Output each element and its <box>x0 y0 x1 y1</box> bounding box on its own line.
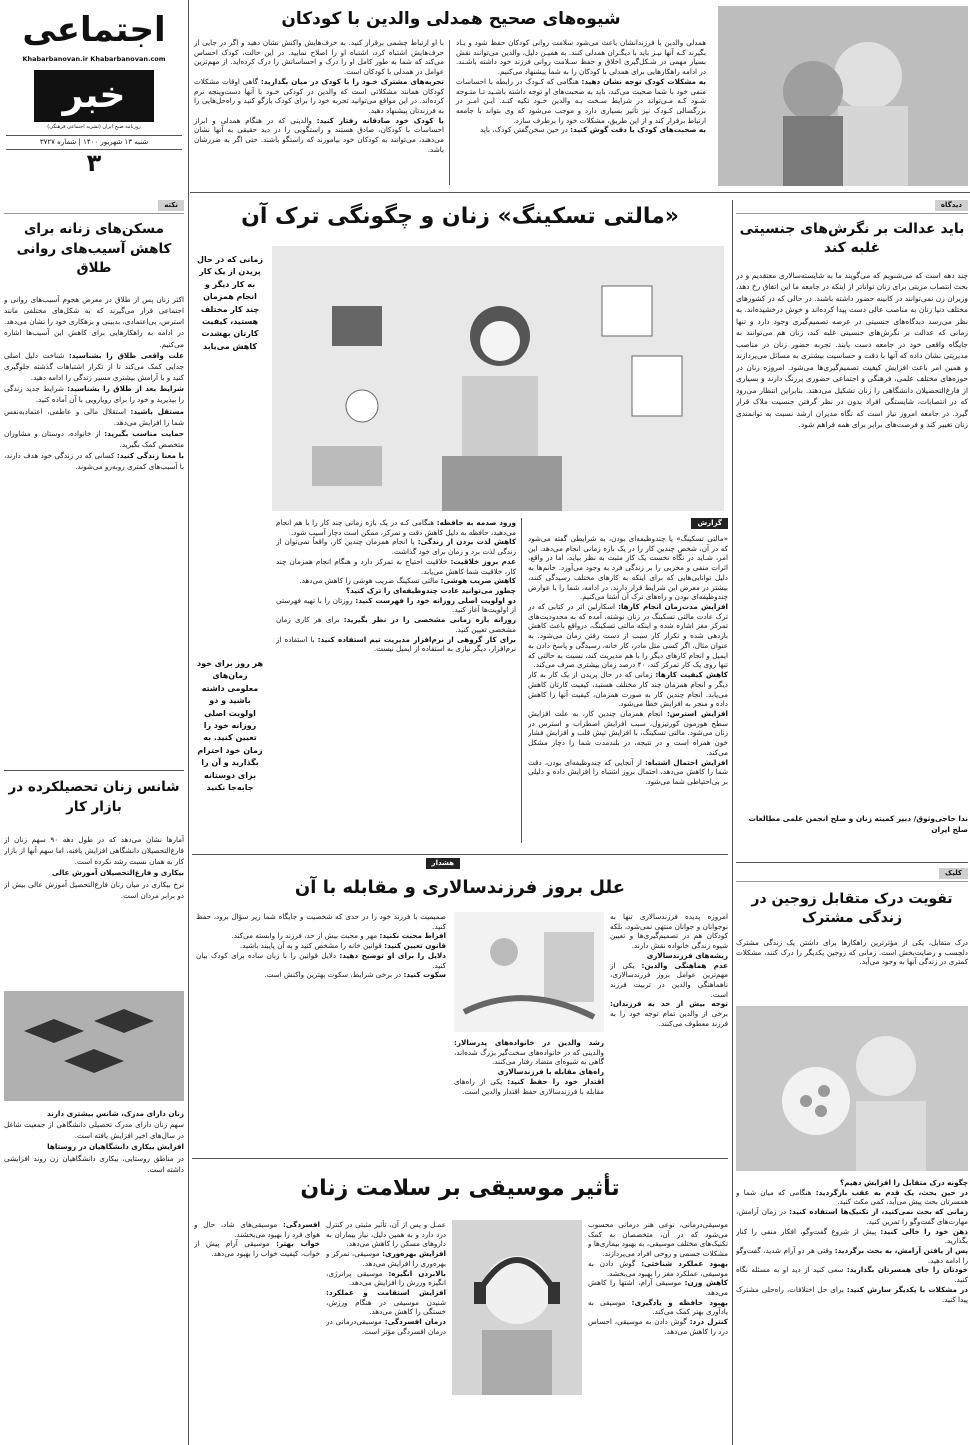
note-title: مسکن‌های زنانه برای کاهش آسیب‌های روانی طلاق <box>16 221 172 277</box>
parenting-article <box>192 856 728 1154</box>
couple-intro: درک متقابل، یکی از مؤثرترین راهکارها برای داشتن یک زندگی مشترک دلچسب و رضایت‌بخش است. زمانی که زوجین یکدیگر را درک کنند، مشکلات کمتری در زندگی آنها به وجود می‌آید. <box>736 938 968 967</box>
subhead: راه‌های مقابله با فرزندسالاری <box>497 1067 604 1077</box>
subhead: افسردگی: <box>283 1220 320 1229</box>
child-on-rug-illustration <box>454 912 604 1032</box>
subhead: اقتدار خود را حفظ کنید: <box>507 1076 604 1086</box>
subhead: برای کار گروهی از نرم‌افزار مدیریت تیم استفاده کنید: <box>317 634 516 644</box>
subhead: دو اولویت اصلی روزانه خود را فهرست کنید: <box>355 595 516 605</box>
subhead: تجربه‌های مشترک خـود را با کودک در میان بگذارید: <box>260 76 444 86</box>
main-article-title: «مالتی تسکینگ» زنان و چگونگی ترک آن <box>241 204 679 229</box>
subhead: افزایش احتمال اشتباه: <box>644 757 728 767</box>
work-title: شانس زنان تحصیلکرده در بازار کار <box>8 779 180 815</box>
music-article <box>192 1162 728 1442</box>
subhead: رشد والدین در خانواده‌های پدرسالار: <box>454 1038 604 1047</box>
left-work-section <box>4 776 184 1441</box>
subhead: سکوت کنید: <box>403 970 446 980</box>
subhead: زمانی که بحث نمی‌کنید، از تکنیک‌ها استفاده کنید: <box>789 1207 968 1217</box>
subhead: با معنا زندگی کنید: <box>116 451 184 461</box>
subhead: افزایش بهره‌وری: <box>382 1249 446 1259</box>
subhead: ریشه‌های فرزندسالاری <box>646 950 728 960</box>
top-article <box>192 4 968 190</box>
opinion-author: ندا حاجی‌وثوق/ دبیر کمیته زنان و صلح انجمن علمی مطالعات صلح ایران <box>748 814 968 835</box>
top-article-photo <box>718 6 968 186</box>
subhead: به صحبت‌های کودک با دقت گوش کنید: <box>570 125 706 135</box>
pullquote-2: هر روز برای خود زمان‌های معلومی داشته باشید و دو اولویت اصلی روزانه خود را تعیین کنید. به زمان خود احترام بگذارید و آن را برای دوستانه جابه‌جا نکنید <box>196 659 263 792</box>
main-col1: «مالتی تسکینگ» یا چندوظیفه‌ای بودن، به شرایطی گفته می‌شود که در آن، شخص چندین کار را در یک بازه زمانی انجام می‌دهد. این امر، شـاید در نگاه نخست یک کار مثبت به نظر بیاید، اما در واقع، اثرات منفی و مخربی را بر زندگی فرد به وجود می‌آورد. خانم‌ها به دلیل توانایی‌هایی که برای اینکه به کارهای مختلف رسیدگی کنند، بیشتر در معرض این شرایط قرار دارند. در ادامه، شما را با عوارض چندوظیفه‌ای بودن و راه‌های ترک آن آشنا می‌کنیم. افزایش مدت‌زمان انجام کارها: اسکارلین اتر در کتابی که در ترک عادت مالتی تسکینگ در زنان نوشته‌، آمده که به محدودیت‌های تمرکز مغز اشاره شده و اینکه مالتی تسکینگ، درواقع باعث کاهش بازدهی شده و تکرار کار سبب از دست رفتن زمان می‌شود. به عنوان مثال، اگر کسی مثل مادر، کار خانه، رسیدگی و پاسخ دادن به ایمیل و انجام کارهای دیگر را با هم مدیریت کند، نسبت به حالتی که تنها روی یک کار تمرکز کند، ۴۰ درصد زمان بیشتری صرف می‌کند. کاهش کیفیت کارها: زمانی که در حال پریدن از یک کار به کار دیگر و انجام همزمان چند کار مختلف هستید، کیفیت کارتان کاهش می‌یابد. انجام چندین کار به صورت همزمان، کیفیت آنها را کاهش داده و منجر به افزایش خطا می‌شود. افزایش استرس: انجام همزمان چندین کار، به علت افزایش سطح هورمون کورتیزول، سبب افزایش اضطراب و استرس در زنان می‌شود. مالتی تسکینگ، با افزایش تپش قلب و افزایش فشار خون همراه است و در نتیجه، در بلندمدت شما را دچار مشکل می‌کند. افزایش احتمال اشتباه: از آنجایی که چندوظیفه‌ای بودن، دقت شما را کاهش می‌دهد، احتمال بروز اشتباه را افزایش داده و دلیلی بر بی‌احتیاطی شما می‌شود. <box>528 534 728 786</box>
subhead: ذهن خود را خالی کنید: <box>880 1226 968 1236</box>
woman-headphones-illustration <box>452 1220 582 1395</box>
top-article-col2: با او ارتباط چشمی برقرار کنید. به حرف‌هایش واکنش نشان دهید و اگر در جایی از حرف‌هایش اشتباه کرد، اشتباه او را اصلاح نمایید. در این حالت، کودک احساس می‌کند که شما به طور کامل او را درک و احساساتش را درک کرده‌اید. از مهم‌ترین عوامل در همدلی با کودکان است. تجربه‌های مشترک خـود را با کودک در میان بگذارید: گاهی اوقات مشکلات کودکان همانند مشکلاتی است که والدین در کودکی خـود با آنها دست‌وپنجه نرم کرده‌اند. در این مواقع می‌توانید تجربه خود را برای کودک بازگو کنید و راه‌حل‌هایی را به فرزندتان پیشنهاد دهید. با کودک خود صادقانه رفتار کنید: والدینی که در هنگام همدلی و ابراز احساسات با کودکان، صادق هستند و راستگویی را در دید حقیقی به آنها نشان می‌دهند، می‌توانند به کودکان خود بیاموزند که راستگو باشند. حتی اگر به ضررشان باشد. <box>194 38 444 154</box>
parenting-col1: امروزه پدیده فرزندسالاری تنها به نوجوانان و جوانان منتهی نمی‌شود، بلکه کودکان هم در تصمیم‌گیری‌ها و تعیین شیوه زندگی خانواده نقش دارند. ریشه‌های فرزندسالاری عدم هماهنگی والدین: یکی از مهم‌ترین عوامل بروز فرزندسالاری، ناهماهنگی والدین در تربیت فرزند است. توجه بیش از حد به فرزندان: برخی از والدین تمام توجه خود را به فرزند معطوف می‌کنند. <box>610 912 728 1028</box>
subhead: بهبود عملکرد شناختی: <box>641 1258 728 1268</box>
subhead: پس از یافتن آرامش، به بحث برگردید: <box>834 1246 968 1256</box>
masthead-sites: Khabarbanovan.ir Khabarbanovan.com <box>22 55 166 64</box>
note-tag: نکته <box>158 200 184 211</box>
opinion-body: چند دهه است که می‌شنویم که می‌گویند ما به شایسته‌سالاری معتقدیم و در بحث انتصاب مزیتی برای زنان تواناتر از اینکه در جامعه ما این اتفاق رخ دهد، وزیران زن نمی‌توانند در کابینه حضور داشته باشند. در حالی که در کشورهای مختلف دنیا زنان به مناصب عالی دست پیدا کرده‌اند و خوش درخشیده‌اند. به نظر می‌رسد دیدگاه‌های جنسیتی در عرصه تصمیم‌گیری وجود دارد و تنها زمانی که عدالت بر نگرش‌های جنسیتی غلبه کند، زنان هم می‌توانند به جایگاه واقعی خود در جامعه دست یابند. تجربه حضور زنان در مناصب مدیریتی نشان داده که آنها با دقت و حساسیت بیشتری به مسائل می‌پردازند و همین امر باعث افزایش کیفیت تصمیم‌گیری‌ها می‌شود. امروزه زنان در حوزه‌های مختلف علمی، فرهنگی و اجتماعی حضوری پررنگ دارند و بسیاری از فارغ‌التحصیلان دانشگاهی را زنان تشکیل می‌دهند. بنابراین انتظار می‌رود که در انتصابات، شایستگی افراد بدون در نظر گرفتن جنسیت ملاک قرار گیرد. در جامعه امروز نیاز است که نگاه مدیران ارشد نسبت به توانمندی زنان تغییر کند و فرصت‌های برابر برای همه فراهم شود. <box>736 271 968 430</box>
masthead-subtitle: روزنامه صبح ایران (نشریه اجتماعی فرهنگی) <box>47 124 141 131</box>
subhead: کاهش کیفیت کارها: <box>655 670 728 680</box>
music-col2: عمـل و پس از آن، تأثیر مثبتی در کنترل درد دارد و به همین دلیل، نیاز بیماران به داروهای مسکن را کاهش می‌دهد. افزایش بهره‌وری: موسیقی، تمرکز و بهره‌وری را افزایش می‌دهد. بالابردن انگیزه: موسیقی پرانرژی، انگیزه ورزش را افزایش می‌دهد. افزایش استقامت و عملکرد: شنیدن موسیقی در هنگام ورزش، خستگی را کاهش می‌دهد. درمان افسردگی: موسیقی‌درمانی در درمان افسردگی مؤثر است. <box>326 1220 446 1336</box>
subhead: خواب بهتر: <box>276 1239 320 1249</box>
subhead: افزایش استقامت و عملکرد: <box>326 1288 446 1298</box>
couple-photo <box>736 1006 968 1171</box>
opinion-title: باید عدالت بر نگرش‌های جنسیتی غلبه کند <box>739 221 965 256</box>
top-article-title: شیوه‌های صحیح همدلی والدین با کودکان <box>281 9 621 29</box>
subhead: کاهش ضریب هوشی: <box>440 576 516 586</box>
graduation-caps-illustration <box>4 991 184 1101</box>
subhead: افراط محبت نکنید: <box>379 931 446 941</box>
couple-section <box>736 866 968 1441</box>
subhead: در حین بحث، یک قدم به عقب بازگردید: <box>815 1187 968 1197</box>
subhead: بهبود حافظه و یادگیری: <box>631 1297 728 1307</box>
pullquote-1: زمانی که در حال پریدن از یک کار به کار دیگر و انجام همزمان چند کار مختلف هستید، کیفیت کارتان بهشدت کاهش می‌یابد <box>197 255 263 351</box>
multitasking-illustration <box>272 246 724 511</box>
parenting-col2: صمیمیت با فرزند خود را در حدی که شخصیت و جایگاه شما زیر سؤال برود، حفظ کنید. افراط محبت نکنید: مهر و محبت بیش از حد، فرزند را وابسته می‌کند. قانون تعیین کنید: قوانین خانه را مشخص کنید و به آن پایبند باشید. دلایل را برای او توضیح دهید: دلایل قوانین را با زبان ساده برای کودک بیان کنید. سکوت کنید: در برخی شرایط، سکوت بهترین واکنش است. <box>196 912 446 980</box>
subhead: عدم هماهنگی والدین: <box>641 960 728 970</box>
couple-title: تقویت درک متقابل زوجین در زندگی مشترک <box>751 891 953 926</box>
subhead: زنان دارای مدرک، شانس بیشتری دارند <box>46 1109 184 1118</box>
masthead-brand-logo <box>34 70 154 122</box>
report-tag: گزارش <box>691 518 728 529</box>
subhead: چطور می‌توانید عادت چندوظیفه‌ای را ترک کنید؟ <box>345 586 516 596</box>
subhead: مستقل باشید: <box>130 406 184 416</box>
left-note-section <box>4 198 184 758</box>
note-body: اکثر زنان پس از طلاق در معرض هجوم آسیب‌های روانی و اجتماعی قرار می‌گیرند که به شکل‌های مختلفی مانند استرس، بی‌اعتمادی، بدبینی و بزهکاری خود را نشان می‌دهد. در ادامه به راهکارهایی برای کاهش این آسیب‌ها اشاره می‌کنیم. علت واقعی طلاق را بشناسید: شناخت دلیل اصلی جدایی کمک می‌کند تا از تکرار اشتباهات گذشته جلوگیری کنید و با آرامش بیشتری مسیر زندگی را ادامه دهید. شرایط بعد از طلاق را بشناسید: شرایط جدید زندگی را بپذیرید و خود را برای رویارویی با آن آماده کنید. مستقل باشید: استقلال مالی و عاطفی، اعتمادبه‌نفس شما را افزایش می‌دهد. حمایت مناسب بگیرید: از خانواده، دوستان و مشاوران متخصص کمک بگیرید. با معنا زندگی کنید: کسانی که در زندگی خود هدف دارند، با آسیب‌های کمتری روبه‌رو می‌شوند. <box>4 295 184 472</box>
warning-tag: هشدار <box>426 858 460 869</box>
music-title: تأثیر موسیقی بر سلامت زنان <box>300 1176 620 1201</box>
mother-child-illustration <box>718 6 968 186</box>
subhead: قانون تعیین کنید: <box>384 941 446 951</box>
couple-tag: کلیک <box>939 868 968 879</box>
parenting-title: علل بروز فرزندسالاری و مقابله با آن <box>294 877 626 898</box>
subhead: کاهش لذت بردن از زندگی: <box>417 537 516 547</box>
subhead: افزایش بیکاری دانشگاهیان در روستاها <box>47 1142 184 1152</box>
subhead: افزایش استرس: <box>666 708 728 718</box>
music-photo <box>452 1220 582 1395</box>
music-col3: افسردگی: موسیقی‌های شاد، حال و هوای فرد را بهبود می‌بخشند. خواب بهتر: موسیقی آرام پیش از خواب، کیفیت خواب را بهبود می‌دهد. <box>194 1220 320 1259</box>
work-body: آمارها نشان می‌دهد که در طول دهه ۹۰ سهم زنان از فارغ‌التحصیلان دانشگاهی افزایش یافته، اما سهم آنها از بازار کار به همان نسبت رشد نکرده است. بیکاری و فارغ‌التحصیلان آموزش عالی نرخ بیکاری در میان زنان فارغ‌التحصیل آموزش عالی بیش از دو برابر مردان است. <box>4 835 184 900</box>
couple-body: چگونه درک متقابل را افزایش دهیم؟ در حین بحث، یک قدم به عقب بازگردید: هنگامی که میان شما و همسرتان بحث پیش می‌آید، کمی مکث کنید. زمانی که بحث نمی‌کنید، از تکنیک‌ها استفاده کنید: در زمان آرامش، مهارت‌های گفت‌وگو را تمرین کنید. ذهن خود را خالی کنید: پیش از شروع گفت‌وگو، افکار منفی را کنار بگذارید. پس از یافتن آرامش، به بحث برگردید: وقتی هر دو آرام شدید، گفت‌وگو را ادامه دهید. خودتان را جای همسرتان بگذارید: سعی کنید از دید او به مسئله نگاه کنید. در مشکلات با یکدیگر سازش کنید: برای حل اختلافات، راه‌حلی مشترک پیدا کنید. <box>736 1178 968 1304</box>
subhead: کاهش وزن: <box>684 1278 728 1288</box>
section-title: اجتماعی <box>22 10 166 50</box>
subhead: دلایل را برای او توضیح دهید: <box>339 950 446 960</box>
main-col2: ورود صدمه به حافظه: هنگامی کـه در یک بازه زمانی چند کار را با هم انجام می‌دهید، حافظه به دلیل کاهش دقت و تمرکز، ممکن است دچار آسیب شود. کاهش لذت بردن از زندگی: با انجام همزمان چندین کار، واقعاً نمی‌توان از زندگی لذت برد و زمان برای خود گذاشت. عدم بروز خلاقیت: خلاقیت احتیاج به تمرکز دارد و هنگام انجام همزمان چند کار، خلاقیت شما کاهش می‌یابد. کاهش ضریب هوشی: مالتی تسکینگ ضریب هوشی را کاهش می‌دهد. چطور می‌توانید عادت چندوظیفه‌ای را ترک کنید؟ دو اولویت اصلی روزانه خود را فهرست کنید: روزتان را با تهیه فهرستی از اولویت‌ها آغاز کنید. روزانه بازه زمانی مشخصی را در نظر بگیرید: برای هر کاری زمان مشخصی تعیین کنید. برای کار گروهی از نرم‌افزار مدیریت تیم استفاده کنید: با استفاده از نرم‌افزار، دیگر نیازی به استفاده از ایمیل نیست. <box>276 518 516 654</box>
subhead: چگونه درک متقابل را افزایش دهیم؟ <box>840 1178 968 1187</box>
multitasking-woman-svg <box>272 246 724 511</box>
page-number: ۳ <box>86 149 102 176</box>
subhead: کنترل درد: <box>689 1317 728 1327</box>
top-article-col1: همدلی والدین با فرزندانشان باعث می‌شود سلامت روانی کودکان حفظ شود و یـاد بگیرند کـه آنها نیـز باید با دیگـران همدلی کنند. به همیـن دلیل، والدین می‌توانند نقش بسیار مهمی در شـکل‌گیری اخلاق و حفظ سـلامت روانی فرزند خود داشته باشـند. در ادامه راهکارهایی برای همدلی با کودکان را به شما پیشنهاد می‌کنیم. به مشکلات کودک توجه نشان دهید: هنگامی که کـودک در رابطه با احساسات منفی خود با شما صحبت می‌کند، باید به صحبت‌های او توجه داشته باشـید تـا متـوجه شـود کـه مـی‌تواند در شرایط سـخت بـه والدین خـود تکیه کنـد. ایـن امـر در بزرگسالی کـودک نیز تأثیر بسیاری دارد و موجب می‌شود که وی بتواند با جامعه ارتباط برقرار کند و از این طریق، مشکلات خود را برطرف سازد. به صحبت‌های کودک با دقت گوش کنید: در حین سخن‌گفتن کودک، باید <box>456 38 706 135</box>
subhead: توجه بیش از حد به فرزندان: <box>610 999 728 1009</box>
parenting-illustration <box>454 912 604 1032</box>
subhead: در مشکلات با یکدیگر سازش کنید: <box>846 1284 968 1294</box>
subhead: بالابردن انگیزه: <box>388 1268 446 1278</box>
opinion-tag: دیدگاه <box>935 200 968 211</box>
main-article <box>192 196 728 848</box>
subhead: روزانه بازه زمانی مشخصی را در نظر بگیرید: <box>343 615 516 625</box>
opinion-section <box>736 198 968 858</box>
masthead-date: شنبه ۱۳ شهریور ۱۴۰۰ | شماره ۳۷۲۷ <box>6 135 182 150</box>
work-body-2: زنان دارای مدرک، شانس بیشتری دارند سهم زنان دارای مدرک تحصیلی دانشگاهی از جمعیت شاغل در سال‌های اخیر افزایش یافته است. افزایش بیکاری دانشگاهیان در روستاها در مناطق روستایی، بیکاری دانشگاهیان زن روند افزایشی داشته است. <box>4 1109 184 1174</box>
parenting-col3: رشد والدین در خانواده‌های پدرسالار: والدینی که در خانواده‌های سخت‌گیر بزرگ شده‌اند، گاهی به شیوه‌ای متضاد رفتار می‌کنند. راه‌های مقابله با فرزندسالاری اقتدار خود را حفظ کنید: یکی از راه‌های مقابله با فرزندسالاری حفظ اقتدار والدین است. <box>454 1038 604 1096</box>
masthead <box>6 6 182 176</box>
subhead: شرایط بعد از طلاق را بشناسید: <box>67 384 184 394</box>
subhead: علت واقعی طلاق را بشناسید: <box>68 350 184 360</box>
subhead: بیکاری و فارغ‌التحصیلان آموزش عالی <box>51 868 184 878</box>
subhead: ورود صدمه به حافظه: <box>436 518 516 527</box>
music-col1: موسیقی‌درمانی، نوعی هنر درمانی محسوب می‌شود که در آن، متخصصان به کمک تکنیک‌های مختلف موسیقی، به بهبود بیماری‌ها و مشکلات جسمی و روحی افراد می‌پردازند. بهبود عملکرد شناختی: گوش دادن به موسیقی، عملکرد مغز را بهبود می‌بخشد. کاهش وزن: موسیقی آرام، اشتها را کاهش می‌دهد. بهبود حافظه و یادگیری: موسیقی به یادآوری بهتر کمک می‌کند. کنترل درد: گوش دادن به موسیقی، احساس درد را کاهش می‌دهد. <box>588 1220 728 1336</box>
masthead-brand: خبر <box>62 75 126 117</box>
subhead: عدم بروز خلاقیت: <box>450 556 516 566</box>
subhead: با کودک خود صادقانه رفتار کنید: <box>316 115 444 125</box>
subhead: خودتان را جای همسرتان بگذارید: <box>846 1265 968 1275</box>
subhead: حمایت مناسب بگیرید: <box>104 428 184 438</box>
graduates-photo <box>4 991 184 1101</box>
subhead: درمان افسردگی: <box>384 1317 446 1327</box>
couple-flowers-illustration <box>736 1006 968 1171</box>
subhead: به مشکلات کودک توجه نشان دهید: <box>581 76 706 86</box>
subhead: افزایش مدت‌زمان انجام کارها: <box>618 602 728 612</box>
